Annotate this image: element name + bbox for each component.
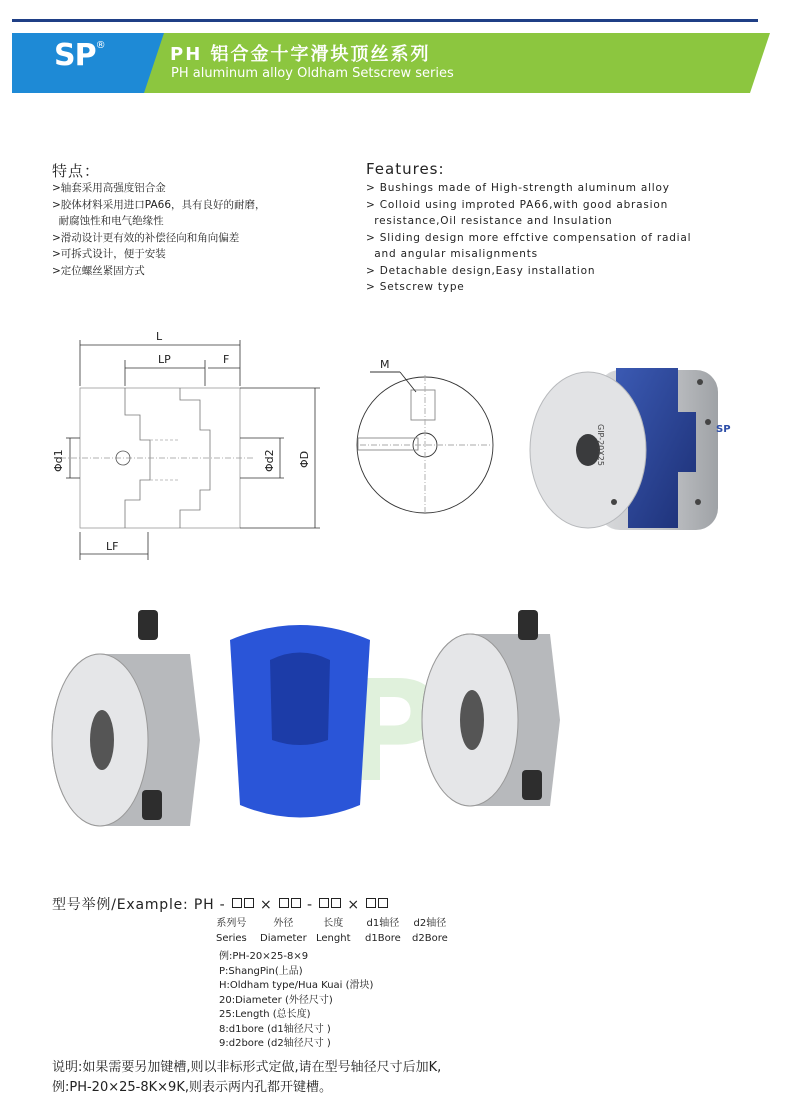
example-col-d1bore	[365, 916, 401, 946]
product-logo-mark: SP	[716, 424, 731, 435]
example-col-cn: d1轴径	[366, 918, 400, 929]
page-title-en: PH aluminum alloy Oldham Setscrew series	[171, 66, 454, 81]
dim-label-m: M	[380, 358, 390, 371]
page-title-cn: PH 铝合金十字滑块顶丝系列	[170, 44, 431, 65]
example-col-en: Series	[216, 933, 247, 944]
example-col-en: d2Bore	[412, 933, 448, 944]
front-view-drawing	[340, 350, 510, 520]
example-col-cn: d2轴径	[413, 918, 447, 929]
example-notes	[219, 950, 373, 1052]
example-col-cn: 外径	[273, 918, 294, 929]
placeholder-box	[279, 898, 289, 908]
feature-en-item: > Sliding design more effctive compensation of radial	[366, 231, 692, 244]
feature-en-item: > Bushings made of High-strength aluminum alloy	[366, 182, 670, 194]
footnote-line: 说明:如果需要另加键槽,则以非标形式定做,请在型号轴径尺寸后加K,	[52, 1060, 442, 1075]
feature-cn-item: 耐腐蚀性和电气绝缘性	[52, 215, 164, 227]
feature-en-item: > Setscrew type	[366, 281, 465, 293]
feature-cn-item: >可拆式设计，便于安装	[52, 248, 166, 260]
dim-label-lp: LP	[158, 353, 171, 366]
product-part-mark: GIP-20X25	[596, 424, 605, 466]
placeholder-box	[378, 898, 388, 908]
dim-label-l: L	[156, 330, 163, 343]
example-col-cn: 系列号	[216, 918, 247, 929]
example-col-series	[216, 916, 247, 946]
feature-en-item: > Colloid using improted PA66,with good abrasion	[366, 198, 669, 211]
example-note: 20:Diameter (外径尺寸)	[219, 994, 333, 1006]
feature-en-item: resistance,Oil resistance and Insulation	[366, 215, 613, 227]
example-col-en: d1Bore	[365, 933, 401, 944]
dim-label-f: F	[223, 353, 230, 366]
dim-label-lf: LF	[106, 540, 119, 553]
example-col-diameter	[260, 916, 307, 946]
example-col-cn: 长度	[323, 918, 344, 929]
example-note: P:ShangPin(上品)	[219, 965, 303, 977]
placeholder-box	[366, 898, 376, 908]
example-note: 8:d1bore (d1轴径尺寸 )	[219, 1023, 331, 1035]
product-photo-exploded	[40, 600, 760, 850]
example-note: 9:d2bore (d2轴径尺寸 )	[219, 1038, 331, 1049]
features-cn-list	[52, 180, 266, 279]
features-en-list	[366, 180, 691, 296]
example-note: 例:PH-20×25-8×9	[219, 951, 309, 962]
header-top-rule	[12, 19, 758, 22]
placeholder-box	[319, 898, 329, 908]
feature-en-item: and angular misalignments	[366, 248, 538, 260]
product-photo-assembled	[528, 352, 743, 542]
feature-cn-item: >滑动设计更有效的补偿径向和角向偏差	[52, 231, 240, 244]
example-note: 25:Length (总长度)	[219, 1009, 311, 1020]
dim-label-d2: Φd2	[263, 449, 276, 472]
dim-label-D: ΦD	[298, 450, 311, 468]
placeholder-box	[232, 898, 242, 908]
feature-en-item: > Detachable design,Easy installation	[366, 264, 596, 277]
model-example-line: 型号举例/Example: PH - × - ×	[52, 894, 389, 914]
brand-logo: SP®	[54, 38, 105, 73]
footnote	[52, 1058, 441, 1098]
placeholder-box	[331, 898, 341, 908]
feature-cn-item: >轴套采用高强度铝合金	[52, 182, 166, 194]
features-en-heading: Features:	[366, 160, 445, 178]
features-cn-heading: 特点：	[52, 162, 101, 180]
example-col-length	[316, 916, 351, 946]
example-note: H:Oldham type/Hua Kuai (滑块)	[219, 980, 374, 991]
example-col-en: Diameter	[260, 933, 307, 944]
example-col-en: Lenght	[316, 933, 351, 944]
feature-cn-item: >定位螺丝紧固方式	[52, 264, 145, 277]
footnote-line: 例:PH-20×25-8K×9K,则表示两内孔都开键槽。	[52, 1080, 332, 1095]
model-example-prefix: 型号举例/Example: PH -	[52, 897, 226, 913]
dim-label-d1: Φd1	[52, 449, 65, 472]
placeholder-box	[244, 898, 254, 908]
feature-cn-item: >胶体材料采用进口PA66，具有良好的耐磨，	[52, 198, 266, 211]
example-col-d2bore	[412, 916, 448, 946]
placeholder-box	[291, 898, 301, 908]
side-view-drawing	[40, 320, 340, 570]
